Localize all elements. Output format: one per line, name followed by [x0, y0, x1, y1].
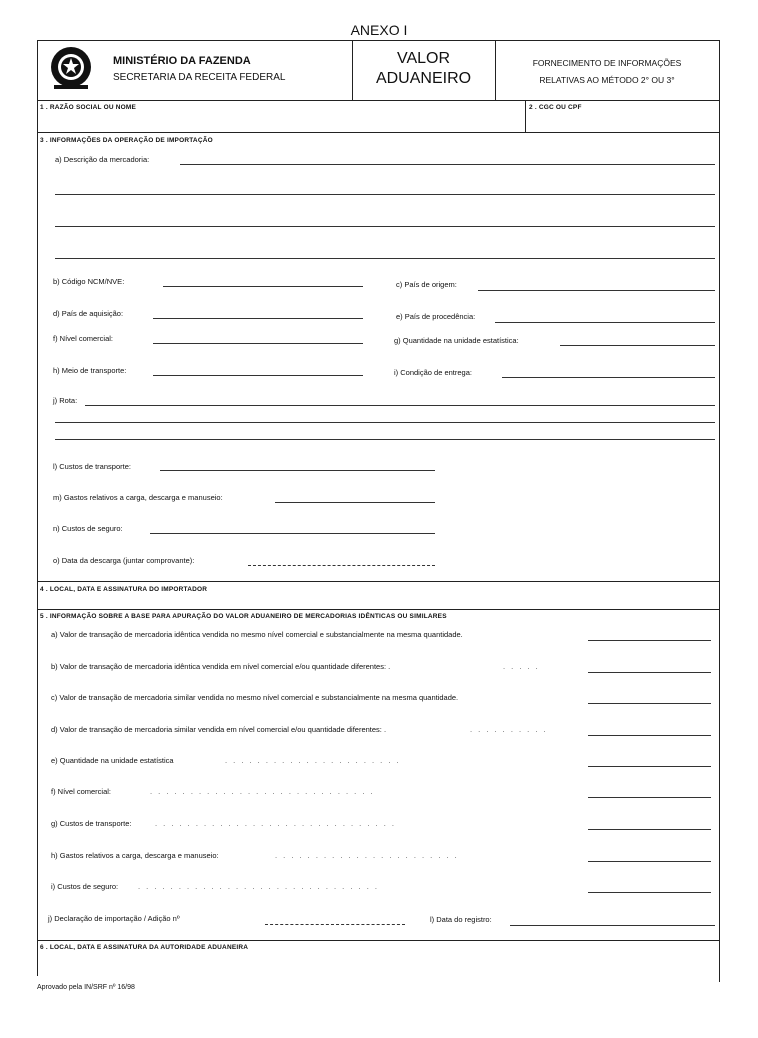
s5-l-line[interactable] — [510, 925, 715, 926]
section1-top-line — [37, 100, 720, 101]
ministry-name: MINISTÉRIO DA FAZENDA — [113, 55, 251, 67]
field-d-line[interactable] — [153, 318, 363, 319]
approval-note: Aprovado pela IN/SRF nº 16/98 — [37, 984, 135, 991]
s5-c-label: c) Valor de transação de mercadoria similar vendida no mesmo nível comercial e substancialmente na mesma quantidade. — [51, 693, 459, 702]
s5-d-label: d) Valor de transação de mercadoria similar vendida em nível comercial e/ou quantidade diferentes: . — [51, 725, 387, 734]
s5-c-line[interactable] — [588, 703, 711, 704]
field-l-line[interactable] — [160, 470, 435, 471]
form-subtitle-line2: RELATIVAS AO MÉTODO 2° OU 3° — [539, 75, 675, 85]
field-n-label: n) Custos de seguro: — [53, 524, 123, 533]
s5-h-dots: . . . . . . . . . . . . . . . . . . . . . . . — [275, 851, 459, 860]
s5-j-label: j) Declaração de importação / Adição nº — [48, 914, 180, 923]
field-i-line[interactable] — [502, 377, 715, 378]
coat-of-arms-icon — [46, 44, 96, 97]
s5-e-label: e) Quantidade na unidade estatística — [51, 756, 174, 765]
section4-top-line — [37, 581, 720, 582]
form-subtitle-line1: FORNECIMENTO DE INFORMAÇÕES — [532, 58, 682, 68]
s5-a-line[interactable] — [588, 640, 711, 641]
field-b-line[interactable] — [163, 286, 363, 287]
field-j-line3[interactable] — [55, 439, 715, 440]
field-g-line[interactable] — [560, 345, 715, 346]
secretariat-name: SECRETARIA DA RECEITA FEDERAL — [113, 72, 286, 83]
section6-top-line — [37, 940, 720, 941]
field-e-label: e) País de procedência: — [396, 312, 476, 321]
section6-label: 6 . LOCAL, DATA E ASSINATURA DA AUTORIDADE ADUANEIRA — [40, 944, 249, 951]
field-a-line2[interactable] — [55, 194, 715, 195]
field-j-line2[interactable] — [55, 422, 715, 423]
frame-top — [37, 40, 720, 41]
s5-g-label: g) Custos de transporte: — [51, 819, 132, 828]
field-f-line[interactable] — [153, 343, 363, 344]
field-l-label: l) Custos de transporte: — [53, 462, 131, 471]
field-a-line3[interactable] — [55, 226, 715, 227]
field-j-label: j) Rota: — [53, 396, 78, 405]
section6-left-edge — [37, 940, 38, 976]
s5-i-line[interactable] — [588, 892, 711, 893]
field-j-line1[interactable] — [85, 405, 715, 406]
s5-b-line[interactable] — [588, 672, 711, 673]
section2-label: 2 . CGC OU CPF — [529, 104, 582, 111]
section6-right-edge — [719, 940, 720, 982]
cgc-cpf-field[interactable] — [528, 114, 716, 130]
s5-g-dots: . . . . . . . . . . . . . . . . . . . . . . . . . . . . . . — [155, 819, 396, 828]
field-d-label: d) País de aquisição: — [53, 309, 124, 318]
section5-label: 5 . INFORMAÇÃO SOBRE A BASE PARA APURAÇÃO DO VALOR ADUANEIRO DE MERCADORIAS IDÊNTICAS OU SIMILARES — [40, 613, 447, 620]
field-g-label: g) Quantidade na unidade estatística: — [394, 336, 519, 345]
s5-a-label: a) Valor de transação de mercadoria idêntica vendida no mesmo nível comercial e substancialmente na mesma quantidade. — [51, 630, 463, 639]
s5-b-label: b) Valor de transação de mercadoria idêntica vendida em nível comercial e/ou quantidade diferentes: . — [51, 662, 391, 671]
section5-top-line — [37, 609, 720, 610]
s5-f-dots: . . . . . . . . . . . . . . . . . . . . . . . . . . . . — [150, 787, 375, 796]
s5-g-line[interactable] — [588, 829, 711, 830]
field-a-line1[interactable] — [180, 164, 715, 165]
s5-d-line[interactable] — [588, 735, 711, 736]
field-b-label: b) Código NCM/NVE: — [53, 277, 125, 286]
s5-e-line[interactable] — [588, 766, 711, 767]
field-m-line[interactable] — [275, 502, 435, 503]
field-a-label: a) Descrição da mercadoria: — [55, 155, 150, 164]
field-n-line[interactable] — [150, 533, 435, 534]
field-c-label: c) País de origem: — [396, 280, 457, 289]
s5-j-line[interactable] — [265, 924, 405, 925]
section1-label: 1 . RAZÃO SOCIAL OU NOME — [40, 104, 137, 111]
razao-social-field[interactable] — [40, 114, 522, 130]
importer-signature-area[interactable] — [40, 596, 716, 606]
form-title-valor: VALOR — [396, 50, 451, 67]
section3-label: 3 . INFORMAÇÕES DA OPERAÇÃO DE IMPORTAÇÃO — [40, 137, 213, 144]
annex-title: ANEXO I — [350, 22, 408, 38]
form-title-aduaneiro: ADUANEIRO — [375, 70, 472, 87]
frame-right — [719, 40, 720, 940]
s5-d-dots: . . . . . . . . . . — [470, 725, 548, 734]
section3-top-line — [37, 132, 720, 133]
s5-f-label: f) Nível comercial: — [51, 787, 112, 796]
frame-left — [37, 40, 38, 940]
section2-divider — [525, 100, 526, 132]
field-h-line[interactable] — [153, 375, 363, 376]
s5-h-label: h) Gastos relativos a carga, descarga e manuseio: — [51, 851, 219, 860]
header-divider-2 — [495, 40, 496, 100]
field-o-label: o) Data da descarga (juntar comprovante): — [53, 556, 195, 565]
section4-label: 4 . LOCAL, DATA E ASSINATURA DO IMPORTADOR — [40, 586, 208, 593]
s5-h-line[interactable] — [588, 861, 711, 862]
field-e-line[interactable] — [495, 322, 715, 323]
s5-i-label: i) Custos de seguro: — [51, 882, 119, 891]
field-o-line[interactable] — [248, 565, 435, 566]
field-i-label: i) Condição de entrega: — [394, 368, 472, 377]
field-a-line4[interactable] — [55, 258, 715, 259]
s5-i-dots: . . . . . . . . . . . . . . . . . . . . . . . . . . . . . . — [138, 882, 379, 891]
field-f-label: f) Nível comercial: — [53, 334, 114, 343]
field-m-label: m) Gastos relativos a carga, descarga e manuseio: — [53, 493, 223, 502]
s5-e-dots: . . . . . . . . . . . . . . . . . . . . . . — [225, 756, 401, 765]
authority-signature-area[interactable] — [40, 954, 716, 974]
field-c-line[interactable] — [478, 290, 715, 291]
field-h-label: h) Meio de transporte: — [53, 366, 127, 375]
s5-f-line[interactable] — [588, 797, 711, 798]
s5-l-label: l) Data do registro: — [430, 915, 492, 924]
s5-b-dots: . . . . . — [503, 662, 540, 671]
